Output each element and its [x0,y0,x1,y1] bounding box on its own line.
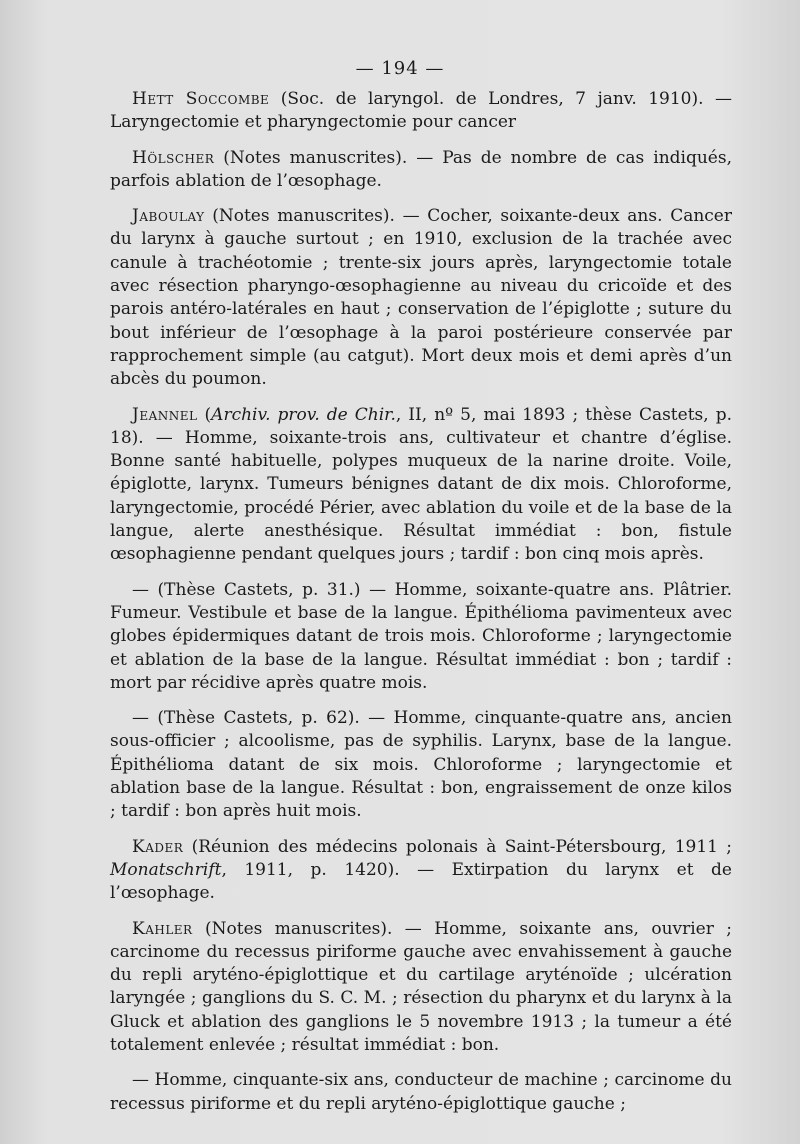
entry-kader [110,836,732,906]
entry-holscher [110,147,732,194]
entry-text: (Réunion des médecins polonais à Saint-Pétersbourg, 1911 ; [183,836,732,857]
entry-hett-soccombe [110,88,732,135]
journal-title: Monatschrift [110,859,222,880]
author-name: Jeannel [132,404,198,425]
entry-text: — (Thèse Castets, p. 62). — Homme, cinquante-quatre ans, ancien sous-officier ; alcoolisme, pas de syphilis. Larynx, base de la langue. Épithélioma datant de six mois. Chloroforme ; laryngectomie et ablation base de la langue. Résultat : bon, engraissement de onze kilos ; tardif : bon après huit mois. [110,708,732,822]
entry-text: — Homme, cinquante-six ans, conducteur de machine ; carcinome du recessus piriforme et du repli aryténo-épiglottique gauche ; [110,1070,732,1114]
author-name: Hett Soccombe [132,89,270,109]
entry-text: — (Thèse Castets, p. 31.) — Homme, soixante-quatre ans. Plâtrier. Fumeur. Vestibule et base de la langue. Épithélioma pavimenteux avec globes épidermiques datant de trois mois. Chloroforme ; laryngectomie et ablation de la base de la langue. Résultat immédiat : bon ; tardif : mort par récidive après quatre mois. [110,579,732,693]
author-name: Kahler [132,918,193,939]
body-text [110,88,732,1128]
entry-text: (Notes manuscrites). — Homme, soixante ans, ouvrier ; carcinome du recessus piriforme gauche avec envahissement à gauche du repli aryténo-épiglottique et du cartilage aryténoïde ; ulcération laryngée ; ganglions du S. C. M. ; résection du pharynx et du larynx à la Gluck et ablation des ganglions le 5 novembre 1913 ; la tumeur a été totalement enlevée ; résultat immédiat : bon. [110,918,732,1055]
author-name: Hölscher [132,147,215,168]
author-name: Kader [132,836,184,857]
entry-text: , II, nº 5, mai 1893 ; thèse Castets, p. 18). — Homme, soixante-trois ans, cultivateur et chantre d’église. Bonne santé habituelle, polypes muqueux de la narine droite. Voile, épiglotte, larynx. Tumeurs bénignes datant de dix mois. Chloroforme, laryngectomie, procédé Périer, avec ablation du voile et de la base de la langue, alerte anesthésique. Résultat immédiat : bon, fistule œsophagienne pendant quelques jours ; tardif : bon cinq mois après. [110,404,732,565]
entry-text-pre: ( [197,404,212,425]
entry-jaboulay [110,205,732,391]
entry-text: (Notes manuscrites). — Pas de nombre de cas indiqués, parfois ablation de l’œsophage. [110,147,732,191]
entry-kahler [110,918,732,1058]
entry-kahler-second-case [110,1069,732,1116]
entry-castets-p31 [110,579,732,695]
entry-jeannel [110,404,732,567]
entry-text: (Notes manuscrites). — Cocher, soixante-deux ans. Cancer du larynx à gauche surtout ; en 1910, exclusion de la trachée avec canule à trachéotomie ; trente-six jours après, laryngectomie totale avec résection pharyngo-œsophagienne au niveau du cricoïde et des parois antéro-latérales en haut ; conservation de l’épiglotte ; suture du bout inférieur de l’œsophage à la paroi postérieure conservée par rapprochement simple (au catgut). Mort deux mois et demi après d’un abcès du poumon. [110,206,732,390]
entry-text-post: , 1911, p. 1420). — Extirpation du larynx et de l’œsophage. [110,859,732,904]
entry-castets-p62 [110,707,732,823]
author-name: Jaboulay [132,206,205,227]
entry-text: (Soc. de laryngol. de Londres, 7 janv. 1910). — Laryngectomie et pharyngectomie pour cancer [110,89,732,133]
journal-title: Archiv. prov. de Chir. [211,404,396,425]
page-number: — 194 — [355,58,445,79]
